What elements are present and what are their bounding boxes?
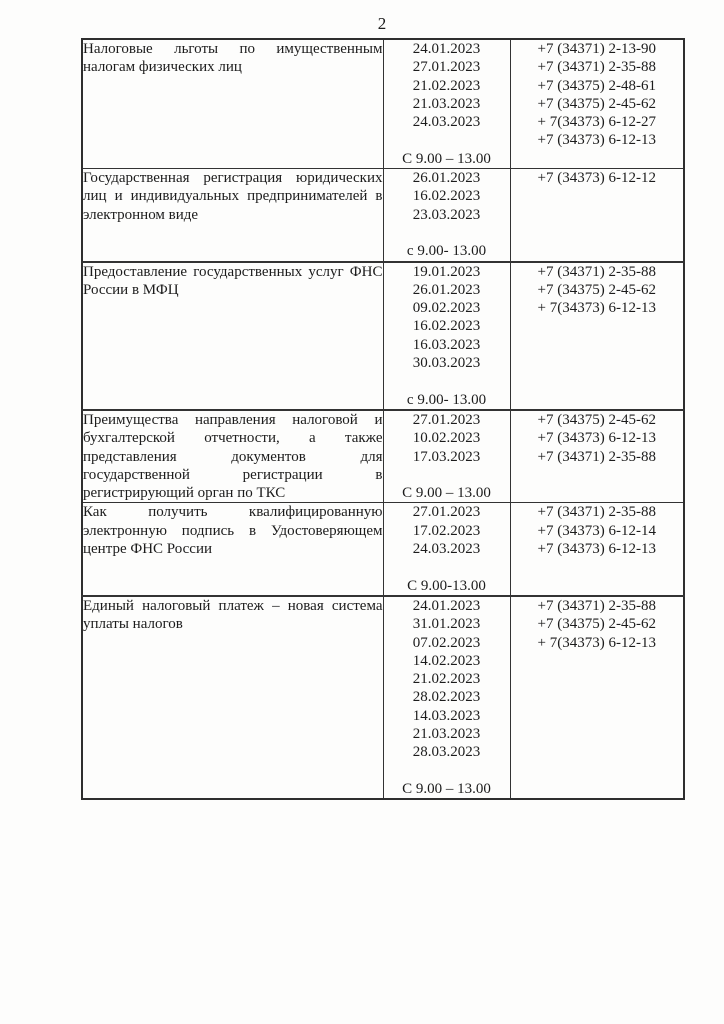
phone-line: +7 (34375) 2-45-62 bbox=[537, 616, 656, 633]
table-row bbox=[82, 503, 684, 596]
date-line: 14.03.2023 bbox=[412, 707, 481, 724]
date-line: 27.01.2023 bbox=[412, 411, 481, 428]
date-line: 28.02.2023 bbox=[412, 689, 481, 706]
date-line: 16.02.2023 bbox=[412, 188, 481, 205]
date-line: 21.02.2023 bbox=[412, 671, 481, 688]
time-line: С 9.00 – 13.00 bbox=[402, 780, 491, 797]
blank-line bbox=[384, 372, 510, 390]
date-line: 17.02.2023 bbox=[412, 522, 481, 539]
phone-line: + 7(34373) 6-12-27 bbox=[537, 114, 656, 131]
topic-cell: Единый налоговый платеж – новая система уплаты налогов bbox=[82, 596, 383, 799]
date-line: 09.02.2023 bbox=[412, 300, 481, 317]
date-line: 24.01.2023 bbox=[412, 41, 481, 57]
table-row bbox=[82, 262, 684, 410]
date-line: 16.03.2023 bbox=[412, 336, 481, 353]
phone-line: +7 (34373) 6-12-13 bbox=[537, 132, 656, 149]
phones-cell bbox=[510, 169, 684, 262]
blank-line bbox=[384, 466, 510, 484]
date-line: 21.03.2023 bbox=[412, 95, 481, 112]
table-row bbox=[82, 169, 684, 262]
date-line: 23.03.2023 bbox=[412, 206, 481, 223]
time-line: С 9.00-13.00 bbox=[407, 577, 486, 594]
phone-line: +7 (34375) 2-45-62 bbox=[537, 281, 656, 298]
phone-line: + 7(34373) 6-12-13 bbox=[537, 300, 656, 317]
time-line: С 9.00 – 13.00 bbox=[402, 150, 491, 167]
phone-line: +7 (34373) 6-12-14 bbox=[537, 522, 656, 539]
phones-cell bbox=[510, 503, 684, 596]
date-line: 21.02.2023 bbox=[412, 77, 481, 94]
topic-cell: Государственная регистрация юридических лиц и индивидуальных предпринимателей в электронном виде bbox=[82, 169, 383, 262]
phones-cell bbox=[510, 410, 684, 503]
dates-cell bbox=[383, 596, 510, 799]
date-line: 07.02.2023 bbox=[412, 634, 481, 651]
date-line: 14.02.2023 bbox=[412, 652, 481, 669]
date-line: 26.01.2023 bbox=[412, 281, 481, 298]
table-row bbox=[82, 410, 684, 503]
schedule-table bbox=[81, 38, 685, 800]
date-line: 27.01.2023 bbox=[412, 59, 481, 76]
topic-cell: Налоговые льготы по имущественным налогам физических лиц bbox=[82, 39, 383, 169]
phone-line: +7 (34371) 2-13-90 bbox=[537, 41, 656, 57]
phone-line: +7 (34375) 2-48-61 bbox=[537, 77, 656, 94]
phone-line: +7 (34371) 2-35-88 bbox=[537, 504, 656, 521]
date-line: 30.03.2023 bbox=[412, 355, 481, 372]
blank-line bbox=[384, 131, 510, 149]
topic-cell: Предоставление государственных услуг ФНС России в МФЦ bbox=[82, 262, 383, 410]
date-line: 24.03.2023 bbox=[412, 114, 481, 131]
blank-line bbox=[384, 558, 510, 576]
date-line: 24.03.2023 bbox=[412, 541, 481, 558]
topic-cell: Как получить квалифицированную электронную подпись в Удостоверяющем центре ФНС России bbox=[82, 503, 383, 596]
date-line: 28.03.2023 bbox=[412, 744, 481, 761]
phone-line: + 7(34373) 6-12-13 bbox=[537, 634, 656, 651]
dates-cell bbox=[383, 410, 510, 503]
page-number: 2 bbox=[377, 14, 387, 33]
phones-cell bbox=[510, 596, 684, 799]
date-line: 31.01.2023 bbox=[412, 616, 481, 633]
phone-line: +7 (34371) 2-35-88 bbox=[537, 448, 656, 465]
date-line: 17.03.2023 bbox=[412, 448, 481, 465]
topic-cell: Преимущества направления налоговой и бухгалтерской отчетности, а также представления документов для государственной регистрации в регистрирующий орган по ТКС bbox=[83, 411, 383, 502]
blank-line bbox=[384, 224, 510, 242]
time-line: с 9.00- 13.00 bbox=[406, 391, 487, 408]
date-line: 24.01.2023 bbox=[412, 597, 481, 614]
phones-cell bbox=[510, 39, 684, 169]
phone-line: +7 (34373) 6-12-12 bbox=[537, 170, 656, 187]
time-line: С 9.00 – 13.00 bbox=[402, 485, 491, 502]
date-line: 21.03.2023 bbox=[412, 725, 481, 742]
phone-line: +7 (34373) 6-12-13 bbox=[537, 430, 656, 447]
table-row bbox=[82, 39, 684, 169]
date-line: 19.01.2023 bbox=[412, 263, 481, 280]
blank-line bbox=[384, 762, 510, 780]
dates-cell bbox=[383, 169, 510, 262]
time-line: с 9.00- 13.00 bbox=[406, 243, 487, 260]
phone-line: +7 (34375) 2-45-62 bbox=[537, 95, 656, 112]
dates-cell bbox=[383, 262, 510, 410]
phone-line: +7 (34373) 6-12-13 bbox=[537, 541, 656, 558]
date-line: 26.01.2023 bbox=[412, 170, 481, 187]
phone-line: +7 (34371) 2-35-88 bbox=[537, 597, 656, 614]
phone-line: +7 (34371) 2-35-88 bbox=[537, 59, 656, 76]
date-line: 27.01.2023 bbox=[412, 504, 481, 521]
dates-cell bbox=[383, 39, 510, 169]
table-row bbox=[82, 596, 684, 799]
date-line: 10.02.2023 bbox=[412, 430, 481, 447]
date-line: 16.02.2023 bbox=[412, 318, 481, 335]
phone-line: +7 (34375) 2-45-62 bbox=[537, 411, 656, 428]
phones-cell bbox=[510, 262, 684, 410]
phone-line: +7 (34371) 2-35-88 bbox=[537, 263, 656, 280]
dates-cell bbox=[383, 503, 510, 596]
